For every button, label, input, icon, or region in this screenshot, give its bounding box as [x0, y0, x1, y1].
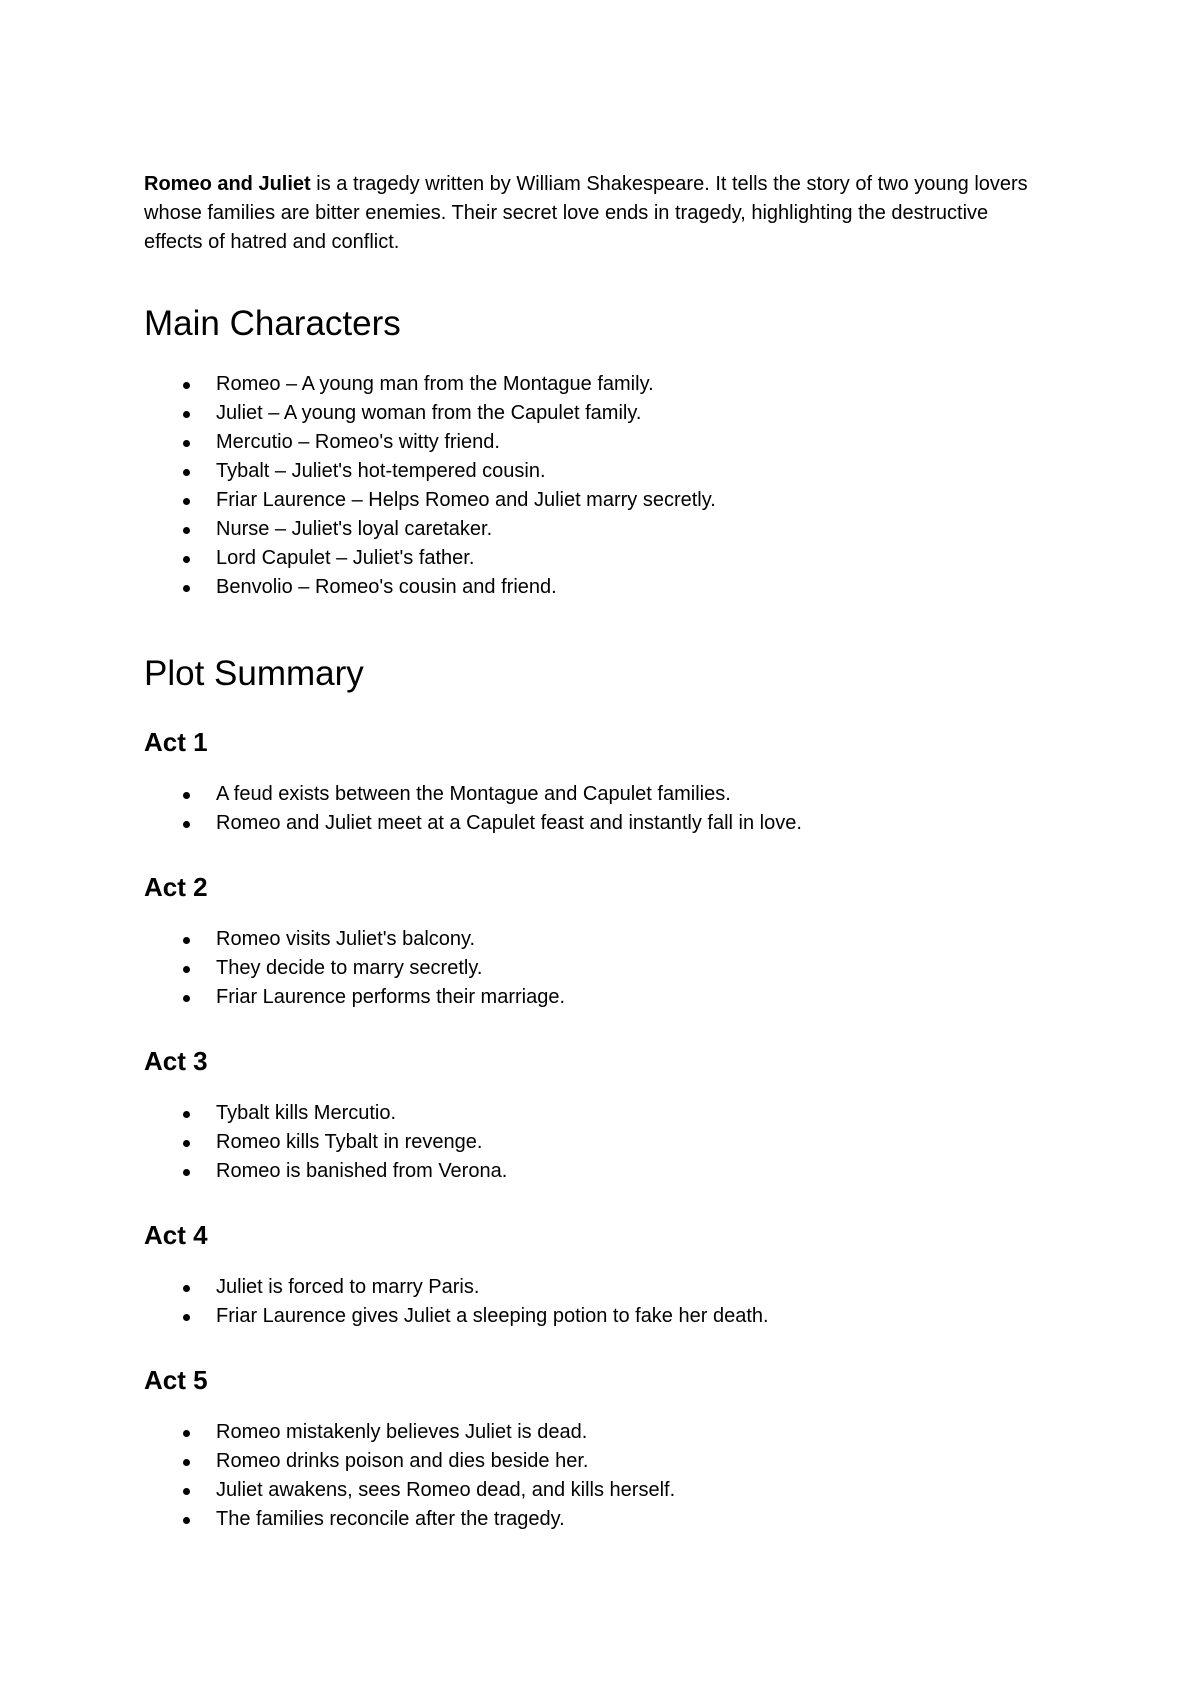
act-4-heading: Act 4	[144, 1220, 208, 1250]
act-1-heading: Act 1	[144, 727, 208, 757]
plot-summary-heading: Plot Summary	[144, 654, 364, 693]
list-item: Friar Laurence performs their marriage.	[144, 983, 1044, 1012]
intro-paragraph	[144, 170, 1044, 257]
act-5-list	[144, 1418, 1044, 1534]
list-item: Tybalt – Juliet's hot-tempered cousin.	[144, 457, 1044, 486]
main-characters-heading: Main Characters	[144, 304, 401, 343]
list-item: Tybalt kills Mercutio.	[144, 1099, 1044, 1128]
list-item: Romeo and Juliet meet at a Capulet feast and instantly fall in love.	[144, 809, 1044, 838]
list-item: A feud exists between the Montague and Capulet families.	[144, 780, 1044, 809]
act-3-list	[144, 1099, 1044, 1186]
list-item: Romeo kills Tybalt in revenge.	[144, 1128, 1044, 1157]
main-characters-list	[144, 370, 1044, 602]
list-item: Romeo visits Juliet's balcony.	[144, 925, 1044, 954]
list-item: Romeo is banished from Verona.	[144, 1157, 1044, 1186]
act-1-list	[144, 780, 1044, 838]
act-3-heading: Act 3	[144, 1046, 208, 1076]
act-4-list	[144, 1273, 1044, 1331]
list-item: Juliet – A young woman from the Capulet family.	[144, 399, 1044, 428]
list-item: Romeo – A young man from the Montague family.	[144, 370, 1044, 399]
intro-title-bold: Romeo and Juliet	[144, 173, 311, 195]
list-item: Romeo drinks poison and dies beside her.	[144, 1447, 1044, 1476]
act-2-heading: Act 2	[144, 872, 208, 902]
list-item: They decide to marry secretly.	[144, 954, 1044, 983]
document-page	[144, 170, 1044, 1534]
act-5-heading: Act 5	[144, 1365, 208, 1395]
list-item: Friar Laurence – Helps Romeo and Juliet marry secretly.	[144, 486, 1044, 515]
act-2-list	[144, 925, 1044, 1012]
list-item: The families reconcile after the tragedy.	[144, 1505, 1044, 1534]
intro-text: is a tragedy written by William Shakespeare. It tells the story of two young lovers whose families are bitter enemies. Their secret love ends in tragedy, highlighting the destructive effects of hatred and conflict.	[144, 173, 1028, 253]
list-item: Friar Laurence gives Juliet a sleeping potion to fake her death.	[144, 1302, 1044, 1331]
list-item: Juliet is forced to marry Paris.	[144, 1273, 1044, 1302]
list-item: Benvolio – Romeo's cousin and friend.	[144, 573, 1044, 602]
list-item: Nurse – Juliet's loyal caretaker.	[144, 515, 1044, 544]
list-item: Mercutio – Romeo's witty friend.	[144, 428, 1044, 457]
list-item: Romeo mistakenly believes Juliet is dead.	[144, 1418, 1044, 1447]
list-item: Lord Capulet – Juliet's father.	[144, 544, 1044, 573]
list-item: Juliet awakens, sees Romeo dead, and kills herself.	[144, 1476, 1044, 1505]
